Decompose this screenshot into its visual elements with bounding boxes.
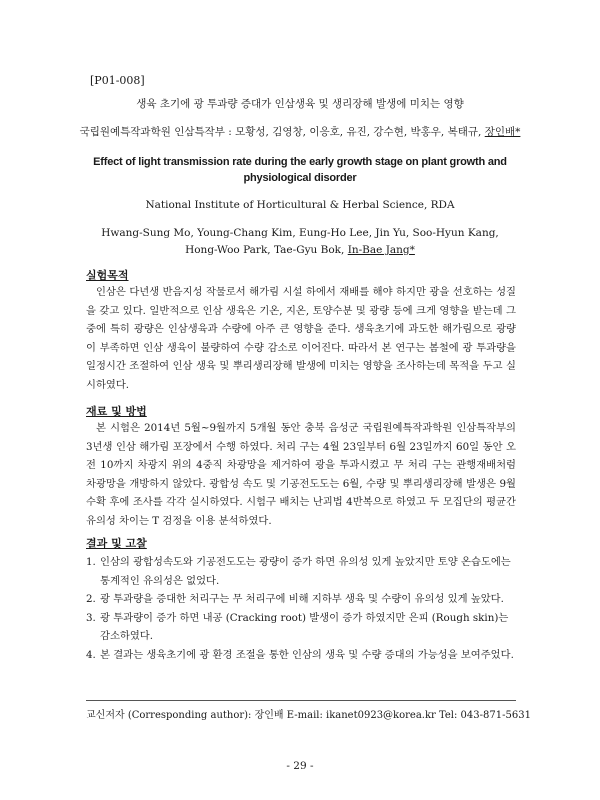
list-item-text: 광 투과량이 증가 하면 내공 (Cracking root) 발생이 증가 하였지만 은피 (Rough skin)는 감소하였다. xyxy=(100,611,509,642)
corresponding-author-footnote: 교신저자 (Corresponding author): 장인배 E-mail: ikanet0923@korea.kr Tel: 043-871-5631 xyxy=(86,710,531,721)
methods-paragraph xyxy=(86,419,516,530)
english-title: Effect of light transmission rate during the early growth stage on plant growth and physiological disorder xyxy=(93,156,507,184)
korean-title: 생육 초기에 광 투과량 증대가 인삼생육 및 생리장해 발생에 미치는 영향 xyxy=(136,98,464,110)
objective-paragraph xyxy=(86,283,516,394)
list-item xyxy=(86,553,518,590)
methods-text: 본 시험은 2014년 5월~9월까지 5개월 동안 충북 음성군 국립원예특작과학원 인삼특작부의 3년생 인삼 해가림 포장에서 수행 하였다. 처리 구는 4월 23일부터 6월 23일까지 60일 동안 오전 10까지 차광지 위의 4중직 차광망을 제거하여 광을 투과시켰고 무 처리 구는 관행재배처럼 차광망을 개방하지 않았다. 광합성 속도 및 기공전도도는 6월, 수량 및 뿌리생리장해 발생은 9월 수확 후에 조사를 각각 실시하였다. 시험구 배치는 난괴법 4반복으로 하였고 두 모집단의 평균간 유의성 차이는 T 검정을 이용 분석하였다. xyxy=(86,422,516,527)
list-item-text: 본 결과는 생육초기에 광 환경 조절을 통한 인삼의 생육 및 수량 증대의 가능성을 보여주었다. xyxy=(100,648,514,661)
objective-heading: 실험목적 xyxy=(86,269,129,282)
list-item-text: 광 투과량을 증대한 처리구는 무 처리구에 비해 지하부 생육 및 수량이 유의성 있게 높았다. xyxy=(100,593,504,605)
abstract-code: [P01-008] xyxy=(90,74,145,87)
list-item-number: 2. xyxy=(86,593,96,605)
methods-heading: 재료 및 방법 xyxy=(86,405,147,418)
english-corresponding-author: In-Bae Jang* xyxy=(347,244,415,256)
objective-text: 인삼은 다년생 반음지성 작물로서 해가림 시설 하에서 재배를 해야 하지만 광을 선호하는 성질을 갖고 있다. 일반적으로 인삼 생육은 기온, 지온, 토양수분 및 광량 등에 크게 영향을 받는데 그중에 특히 광량은 인삼생육과 수량에 아주 큰 영향을 준다. 생육초기에 과도한 해가림으로 광량이 부족하면 인삼 생육이 불량하여 수량 감소로 이어진다. 따라서 본 연구는 봄철에 광 투과량을 일정시간 조절하여 인삼 생육 및 뿌리생리장해 발생에 미치는 영향을 조사하는데 목적을 두고 실시하였다. xyxy=(86,286,516,391)
english-authors xyxy=(85,225,515,259)
list-item-number: 4. xyxy=(86,648,96,661)
list-item xyxy=(86,590,518,609)
footnote-divider xyxy=(86,700,516,701)
results-list xyxy=(86,553,518,664)
list-item-number: 3. xyxy=(86,611,96,624)
list-item-text: 인삼의 광합성속도와 기공전도도는 광량이 증가 하면 유의성 있게 높았지만 토양 온습도에는 통계적인 유의성은 없었다. xyxy=(100,556,511,587)
results-heading: 결과 및 고찰 xyxy=(86,537,147,550)
page-number: - 29 - xyxy=(286,760,314,772)
list-item xyxy=(86,609,518,646)
korean-corresponding-author: 장인배* xyxy=(484,126,521,138)
korean-authors xyxy=(0,124,600,139)
english-authors-list: Hwang-Sung Mo, Young-Chang Kim, Eung-Ho Lee, Jin Yu, Soo-Hyun Kang, Hong-Woo Park, Tae-Gyu Bok, xyxy=(101,227,499,256)
list-item-number: 1. xyxy=(86,556,96,568)
korean-authors-list: 국립원예특작과학원 인삼특작부 : 모황성, 김영창, 이응호, 유진, 강수현, 박홍우, 복태규, xyxy=(79,126,485,138)
english-institution: National Institute of Horticultural & Herbal Science, RDA xyxy=(145,199,455,211)
list-item xyxy=(86,646,518,665)
